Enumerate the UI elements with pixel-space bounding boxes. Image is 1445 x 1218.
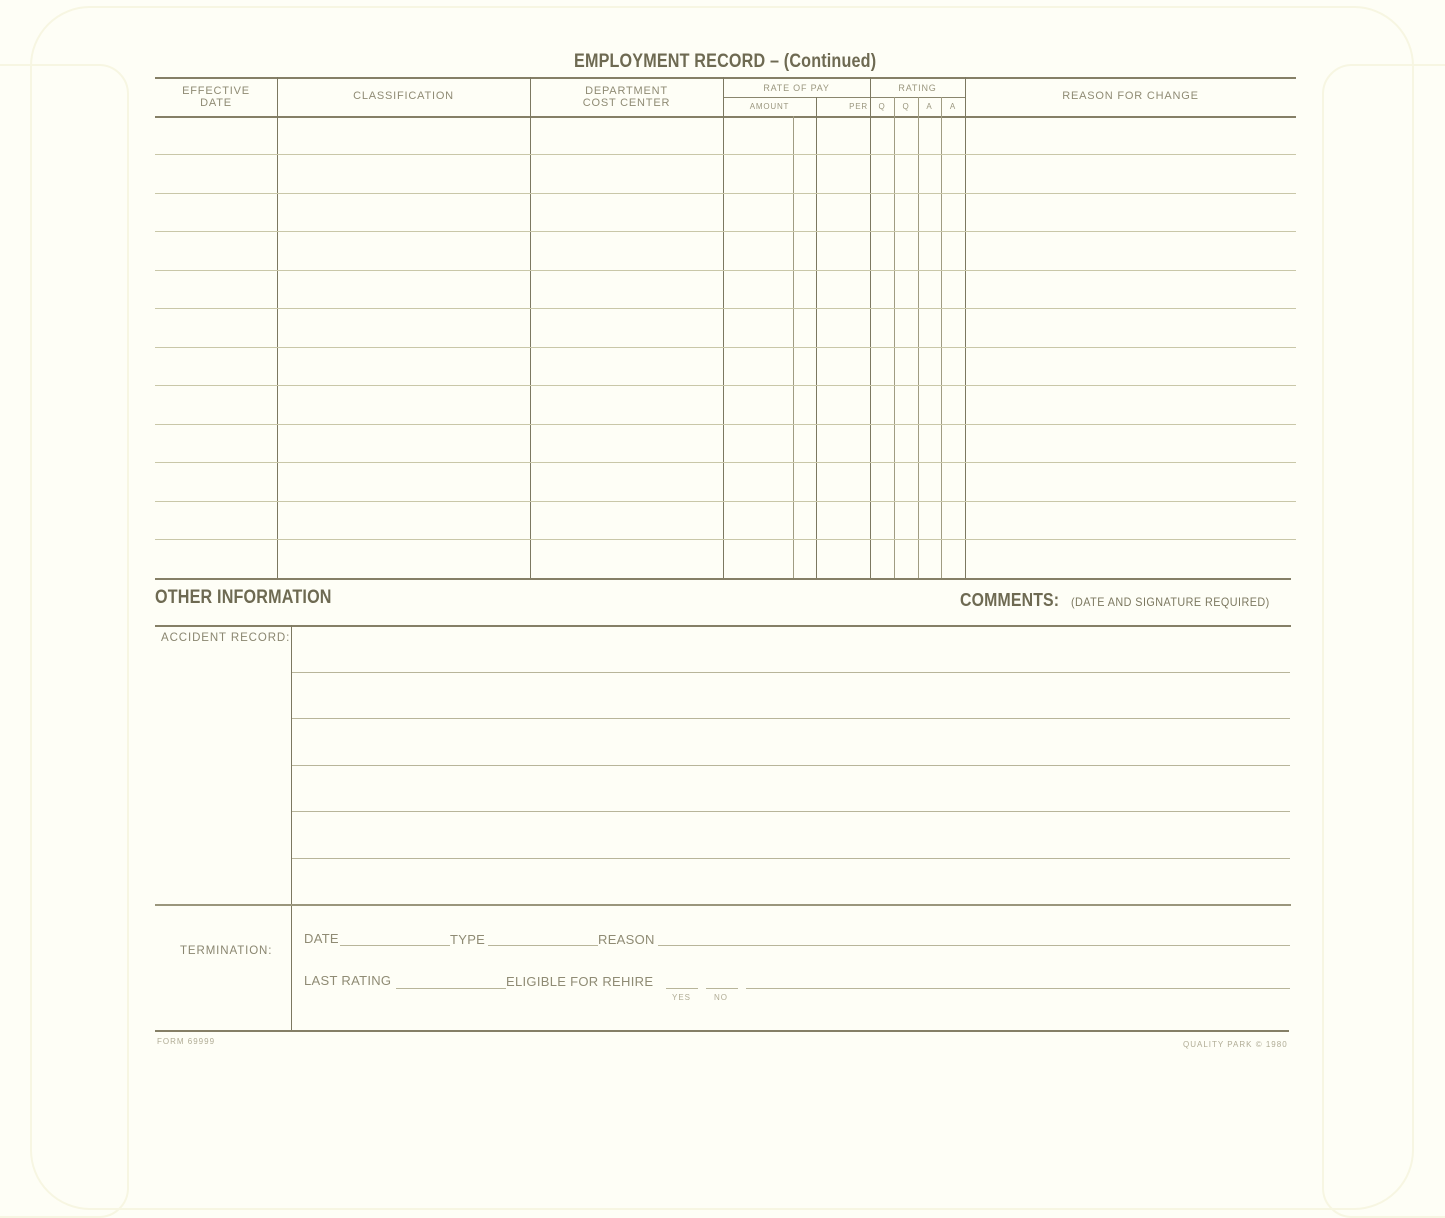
rehire-no-field[interactable] <box>706 988 738 989</box>
header-effective-date-line2: DATE <box>200 97 232 109</box>
col-divider <box>918 97 919 578</box>
termination-top-rule <box>155 904 1291 906</box>
row-rule <box>155 347 1296 348</box>
accident-record-label: ACCIDENT RECORD: <box>161 632 291 644</box>
rate-subheader-rule <box>723 97 965 98</box>
folder-flap-right <box>1322 64 1445 1218</box>
termination-type-label: TYPE <box>450 932 486 947</box>
copyright: QUALITY PARK © 1980 <box>1183 1040 1288 1049</box>
header-amount: AMOUNT <box>749 102 790 111</box>
row-rule <box>155 385 1296 386</box>
header-rate-of-pay: RATE OF PAY <box>763 83 830 93</box>
accident-line[interactable] <box>292 718 1290 719</box>
termination-date-field[interactable] <box>340 945 450 946</box>
folder-flap-left <box>0 64 129 1218</box>
termination-date-label: DATE <box>304 931 339 946</box>
form-title: EMPLOYMENT RECORD – (Continued) <box>574 51 877 72</box>
header-rating-q2: Q <box>902 102 910 111</box>
header-department-line2: COST CENTER <box>582 97 671 109</box>
row-rule <box>155 424 1296 425</box>
row-rule <box>155 539 1296 540</box>
row-rule <box>155 308 1296 309</box>
termination-type-field[interactable] <box>488 945 598 946</box>
other-info-top-rule <box>155 625 1291 627</box>
rehire-yes-label: YES <box>672 993 692 1002</box>
form-bottom-rule <box>155 1030 1289 1032</box>
rehire-no-label: NO <box>714 993 728 1002</box>
header-rating: RATING <box>898 83 937 93</box>
row-rule <box>155 154 1296 155</box>
row-rule <box>155 462 1296 463</box>
accident-line[interactable] <box>292 811 1290 812</box>
table-top-rule <box>155 77 1296 79</box>
header-classification: CLASSIFICATION <box>353 90 454 102</box>
termination-reason-field[interactable] <box>658 945 1290 946</box>
comments-note: (DATE AND SIGNATURE REQUIRED) <box>1071 595 1270 609</box>
header-rating-q1: Q <box>878 102 886 111</box>
row-rule <box>155 270 1296 271</box>
comments-heading <box>960 590 1292 611</box>
row-rule <box>155 501 1296 502</box>
comments-label: COMMENTS: <box>960 590 1060 610</box>
row-rule <box>155 193 1296 194</box>
row-rule <box>155 231 1296 232</box>
col-divider <box>894 97 895 578</box>
rehire-yes-field[interactable] <box>666 988 698 989</box>
last-rating-label: LAST RATING <box>304 973 392 988</box>
accident-line[interactable] <box>292 765 1290 766</box>
header-department-line1: DEPARTMENT <box>585 85 668 97</box>
accident-line[interactable] <box>292 858 1290 859</box>
table-bottom-rule <box>155 578 1291 580</box>
header-rating-a2: A <box>949 102 957 111</box>
header-effective-date <box>155 85 277 109</box>
accident-line[interactable] <box>292 672 1290 673</box>
header-department <box>530 85 723 109</box>
header-per: PER <box>849 102 868 111</box>
col-divider <box>816 97 817 578</box>
other-info-label-divider <box>291 625 292 1030</box>
rehire-notes-field[interactable] <box>746 988 1290 989</box>
termination-reason-label: REASON <box>598 932 655 947</box>
table-row[interactable] <box>155 117 1296 154</box>
col-divider <box>941 97 942 578</box>
header-reason-for-change: REASON FOR CHANGE <box>1062 90 1199 102</box>
other-information-heading: OTHER INFORMATION <box>155 587 332 608</box>
last-rating-field[interactable] <box>396 988 506 989</box>
header-effective-date-line1: EFFECTIVE <box>182 85 250 97</box>
eligible-for-rehire-label: ELIGIBLE FOR REHIRE <box>506 974 654 989</box>
termination-label: TERMINATION: <box>180 945 273 957</box>
form-number: FORM 69999 <box>157 1037 216 1046</box>
header-rating-a1: A <box>926 102 933 111</box>
